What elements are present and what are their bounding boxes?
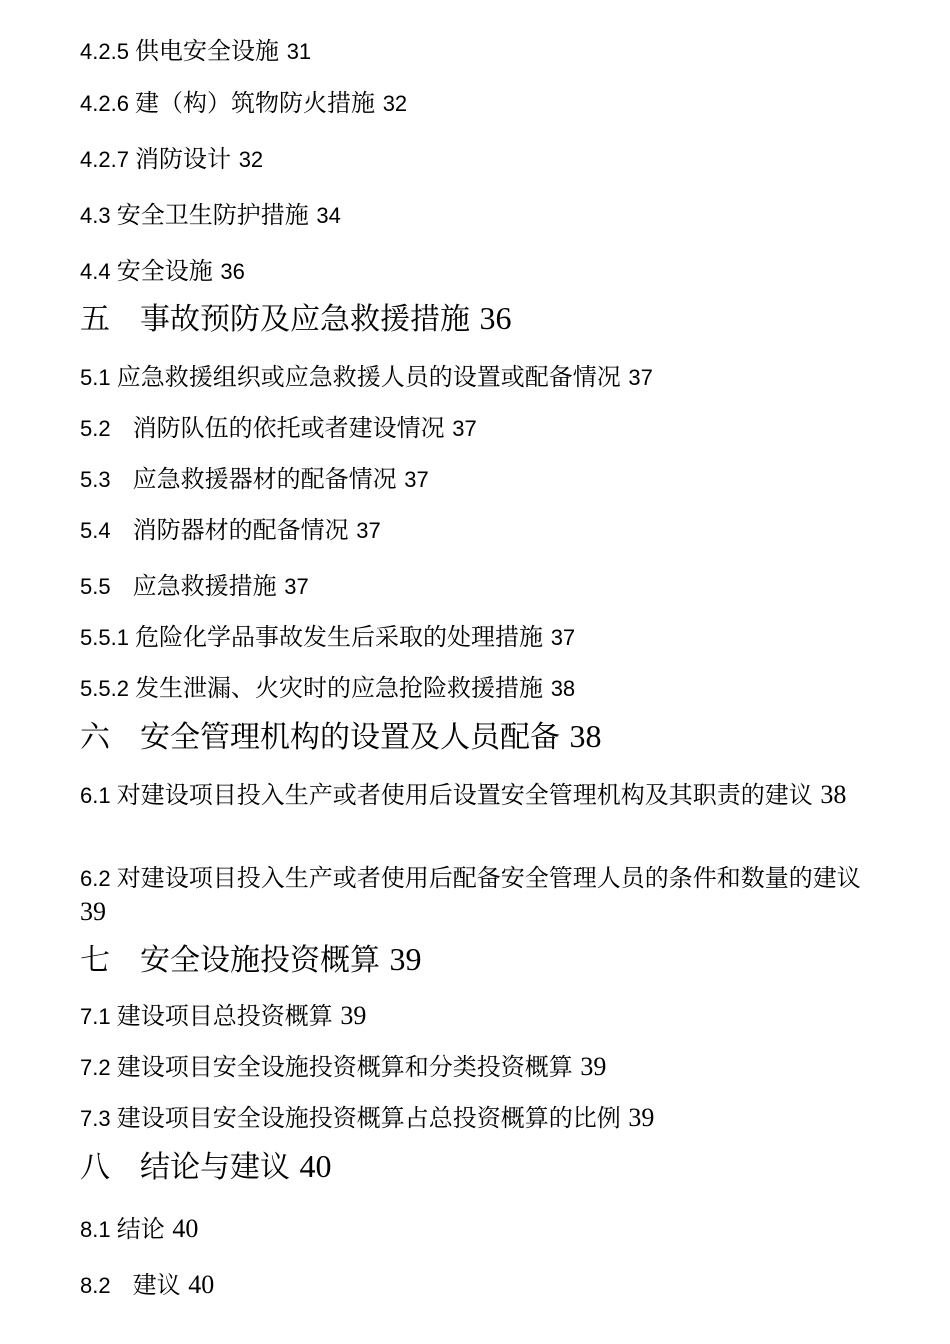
section-number: 7.3 — [80, 1106, 117, 1131]
section-number: 4.2.7 — [80, 147, 136, 172]
toc-entry[interactable] — [80, 569, 880, 604]
section-title: 结论 — [116, 1215, 165, 1243]
page-number: 31 — [286, 39, 312, 64]
section-title: 供电安全设施 — [135, 37, 280, 65]
section-title: 对建设项目投入生产或者使用后配备安全管理人员的条件和数量的建议 — [116, 864, 861, 892]
section-number: 5.4 — [80, 518, 133, 543]
toc-chapter[interactable] — [80, 1146, 880, 1188]
chapter-number: 八 — [80, 1151, 140, 1184]
page-number: 36 — [220, 259, 245, 284]
chapter-number: 五 — [80, 303, 140, 336]
page-number: 37 — [284, 574, 309, 599]
page-number: 39 — [80, 897, 106, 926]
page-number: 38 — [820, 780, 847, 809]
section-title: 危险化学品事故发生后采取的处理措施 — [135, 623, 544, 651]
page-number: 40 — [188, 1270, 215, 1299]
section-number: 8.2 — [80, 1273, 133, 1298]
toc-entry[interactable] — [80, 999, 880, 1034]
toc-chapter[interactable] — [80, 298, 880, 340]
chapter-title: 安全设施投资概算 — [140, 943, 380, 978]
section-title: 发生泄漏、火灾时的应急抢险救援措施 — [135, 674, 544, 702]
section-title: 消防器材的配备情况 — [132, 516, 349, 544]
page-number: 39 — [580, 1052, 607, 1081]
section-title: 建设项目安全设施投资概算占总投资概算的比例 — [116, 1104, 621, 1132]
toc-entry[interactable] — [80, 620, 880, 655]
section-number: 7.2 — [80, 1055, 117, 1080]
section-title: 对建设项目投入生产或者使用后设置安全管理机构及其职责的建议 — [116, 781, 813, 809]
section-title: 建议 — [132, 1271, 181, 1299]
page-number: 34 — [316, 203, 341, 228]
toc-entry[interactable] — [80, 513, 880, 548]
page-number: 36 — [479, 300, 512, 336]
section-title: 消防设计 — [135, 145, 232, 173]
toc-chapter[interactable] — [80, 716, 880, 758]
section-number: 4.4 — [80, 259, 117, 284]
section-number: 6.1 — [80, 783, 117, 808]
chapter-title: 结论与建议 — [140, 1150, 290, 1185]
chapter-number: 六 — [80, 721, 140, 754]
page-number: 39 — [389, 941, 422, 977]
section-number: 8.1 — [80, 1217, 117, 1242]
page-number: 39 — [340, 1001, 367, 1030]
page-number: 38 — [569, 718, 602, 754]
toc-entry[interactable] — [80, 671, 880, 706]
page-number: 32 — [238, 147, 264, 172]
toc-entry[interactable] — [80, 411, 880, 446]
toc-entry[interactable] — [80, 1101, 880, 1136]
section-number: 5.5 — [80, 574, 133, 599]
chapter-title: 安全管理机构的设置及人员配备 — [140, 720, 560, 755]
toc-entry[interactable] — [80, 1050, 880, 1085]
section-number: 7.1 — [80, 1004, 117, 1029]
page-number: 40 — [299, 1148, 332, 1184]
chapter-title: 事故预防及应急救援措施 — [140, 302, 470, 337]
page-number: 37 — [404, 467, 429, 492]
toc-entry[interactable] — [80, 254, 880, 289]
toc-entry[interactable] — [80, 142, 880, 177]
toc-entry[interactable] — [80, 862, 880, 929]
toc-entry[interactable] — [80, 198, 880, 233]
toc-entry[interactable] — [80, 462, 880, 497]
page-number: 37 — [356, 518, 381, 543]
section-number: 5.1 — [80, 365, 117, 390]
section-number: 4.3 — [80, 203, 117, 228]
page-number: 39 — [628, 1103, 655, 1132]
page-number: 32 — [382, 91, 408, 116]
section-number: 5.2 — [80, 416, 133, 441]
section-title: 建设项目安全设施投资概算和分类投资概算 — [116, 1053, 573, 1081]
page-number: 37 — [452, 416, 477, 441]
section-title: 应急救援组织或应急救援人员的设置或配备情况 — [116, 363, 621, 391]
section-number: 6.2 — [80, 866, 117, 891]
section-number: 5.5.2 — [80, 676, 136, 701]
section-title: 消防队伍的依托或者建设情况 — [132, 414, 445, 442]
page-number: 38 — [550, 676, 576, 701]
toc-entry[interactable] — [80, 360, 880, 395]
section-number: 5.5.1 — [80, 625, 136, 650]
section-number: 5.3 — [80, 467, 133, 492]
page-number: 37 — [550, 625, 576, 650]
chapter-number: 七 — [80, 944, 140, 977]
toc-entry[interactable] — [80, 1212, 880, 1247]
toc-chapter[interactable] — [80, 939, 880, 981]
section-title: 建（构）筑物防火措施 — [135, 89, 376, 117]
section-title: 建设项目总投资概算 — [116, 1002, 333, 1030]
section-title: 应急救援器材的配备情况 — [132, 465, 397, 493]
section-number: 4.2.5 — [80, 39, 136, 64]
section-title: 安全设施 — [116, 257, 213, 285]
toc-entry[interactable] — [80, 778, 880, 812]
section-title: 安全卫生防护措施 — [116, 201, 309, 229]
toc-entry[interactable] — [80, 86, 880, 121]
page-number: 40 — [172, 1214, 199, 1243]
section-title: 应急救援措施 — [132, 572, 277, 600]
toc-entry[interactable] — [80, 34, 880, 69]
toc-entry[interactable] — [80, 1268, 880, 1303]
section-number: 4.2.6 — [80, 91, 136, 116]
page-number: 37 — [628, 365, 653, 390]
